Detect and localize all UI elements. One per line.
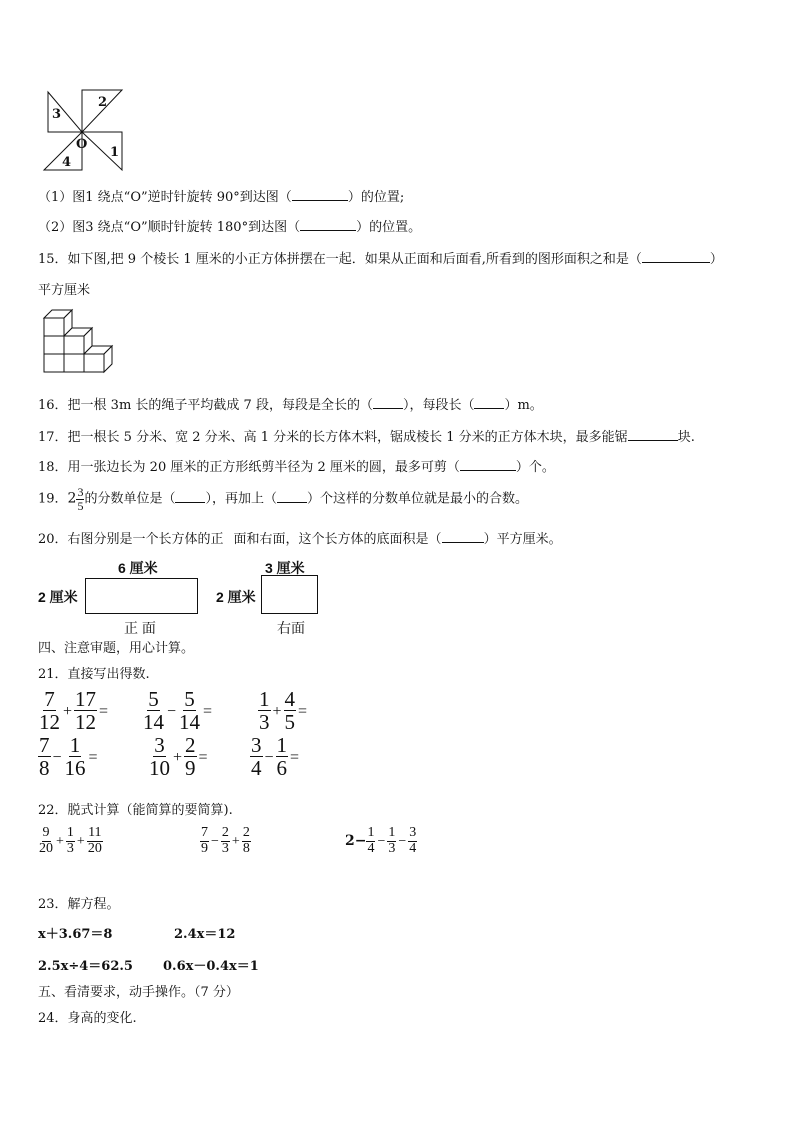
denominator: 14	[179, 710, 201, 735]
fraction	[64, 734, 87, 779]
q15-text: 15．如下图,把 9 个棱长 1 厘米的小正方体拼摆在一起．如果从正面和后面看,所看到的图形面积之和是（ ）	[38, 252, 723, 267]
fraction	[276, 734, 289, 779]
numerator: 5	[148, 687, 159, 711]
numerator: 7	[39, 733, 50, 757]
equation-3: 2.5x÷4＝62.5	[38, 959, 133, 974]
pinwheel-label-2: 2	[98, 95, 108, 110]
fraction	[178, 688, 201, 733]
front-face-rect	[85, 578, 198, 614]
front-height-label: 2 厘米	[38, 589, 78, 605]
fraction	[184, 734, 197, 779]
answer-blank[interactable]	[442, 530, 484, 543]
answer-blank[interactable]	[300, 218, 356, 231]
right-width-label: 3 厘米	[265, 560, 305, 576]
q19-text: 19．2 $\frac{3}{5}$ 的分数单位是（ ），再加上（ ）个这样的分数单位就是最小的合数。	[38, 485, 529, 513]
answer-blank[interactable]	[642, 250, 710, 263]
numerator: 7	[44, 687, 55, 711]
pinwheel-center-o: O	[76, 137, 88, 152]
q24-title: 24．身高的变化.	[38, 1011, 137, 1026]
q21-title: 21．直接写出得数.	[38, 667, 150, 682]
operator: =	[203, 703, 213, 721]
q21-expression	[148, 734, 210, 779]
fraction	[38, 688, 61, 733]
q20-text: 20．右图分别是一个长方体的正 面和右面，这个长方体的底面积是（ ）平方厘米。	[38, 532, 562, 547]
answer-blank[interactable]	[373, 396, 403, 409]
right-height-label: 2 厘米	[216, 589, 256, 605]
answer-blank[interactable]	[292, 188, 348, 201]
q15-unit: 平方厘米	[38, 283, 91, 298]
q21-expression	[38, 734, 100, 779]
q16-text: 16．把一根 3m 长的绳子平均截成 7 段，每段是全长的（ ），每段长（ ）m。	[38, 398, 543, 413]
q22-expr-1: $\frac{9}{20}$ + $\frac{1}{3}$ + $\frac{11}{20}$	[39, 825, 102, 856]
cube-stack-figure	[40, 306, 116, 380]
denominator: 14	[143, 710, 164, 735]
q21-expression	[142, 688, 214, 733]
denominator: 8	[39, 756, 50, 781]
denominator: 6	[276, 756, 288, 781]
numerator: 5	[184, 687, 195, 711]
front-caption: 正 面	[124, 620, 156, 636]
pinwheel-figure	[40, 86, 130, 172]
q21-expression	[258, 688, 309, 733]
numerator: 1	[69, 733, 81, 757]
numerator: 1	[259, 687, 270, 711]
operator: =	[290, 749, 300, 767]
fraction	[38, 734, 51, 779]
section-5-heading: 五、看清要求，动手操作。（7 分）	[38, 985, 239, 1000]
denominator: 5	[284, 710, 296, 735]
q14-sub1: （1）图1 绕点“O”逆时针旋转 90°到达图（ ）的位置;	[38, 190, 405, 205]
q18-text: 18．用一张边长为 20 厘米的正方形纸剪半径为 2 厘米的圆，最多可剪（ ）个。	[38, 460, 555, 475]
right-face-rect	[261, 575, 318, 614]
fraction	[142, 688, 165, 733]
equation-1: x＋3.67＝8	[38, 927, 113, 942]
numerator: 2	[185, 733, 196, 757]
q23-title: 23．解方程。	[38, 897, 120, 912]
q21-expression	[38, 688, 110, 733]
q17-text: 17．把一根长 5 分米、宽 2 分米、高 1 分米的长方体木料，锯成棱长 1 分米的正方体木块，最多能锯 块.	[38, 430, 695, 445]
answer-blank[interactable]	[474, 396, 504, 409]
q22-expr-3: 2− $\frac{1}{4}$ − $\frac{1}{3}$ − $\frac{3}{4}$	[345, 825, 417, 856]
right-caption: 右面	[277, 620, 305, 636]
pinwheel-label-4: 4	[62, 155, 72, 170]
denominator: 10	[149, 756, 170, 781]
equation-4: 0.6x－0.4x＝1	[163, 959, 259, 974]
numerator: 17	[75, 687, 97, 711]
denominator: 12	[39, 710, 60, 735]
operator: −	[264, 749, 274, 767]
denominator: 12	[75, 710, 97, 735]
operator: +	[173, 749, 183, 767]
operator: =	[88, 749, 98, 767]
numerator: 3	[251, 733, 262, 757]
front-width-label: 6 厘米	[118, 560, 158, 576]
answer-blank[interactable]	[277, 490, 307, 503]
fraction	[258, 688, 271, 733]
q22-expr-2: $\frac{7}{9}$ − $\frac{2}{3}$ + $\frac{2}{8}$	[201, 825, 250, 856]
operator: =	[198, 749, 208, 767]
denominator: 9	[185, 756, 196, 781]
fraction	[284, 688, 297, 733]
answer-blank[interactable]	[175, 490, 205, 503]
answer-blank[interactable]	[628, 428, 678, 441]
operator: +	[63, 703, 73, 721]
operator: +	[272, 703, 282, 721]
operator: =	[99, 703, 109, 721]
numerator: 3	[154, 733, 165, 757]
denominator: 4	[251, 756, 262, 781]
numerator: 1	[276, 733, 288, 757]
q22-title: 22．脱式计算（能简算的要简算).	[38, 803, 233, 818]
operator: −	[167, 703, 177, 721]
section-4-heading: 四、注意审题，用心计算。	[38, 641, 195, 656]
denominator: 16	[64, 756, 86, 781]
q21-expressions	[38, 687, 358, 781]
equation-2: 2.4x＝12	[174, 927, 236, 942]
operator: −	[52, 749, 62, 767]
q21-expression	[250, 734, 301, 779]
answer-blank[interactable]	[460, 458, 516, 471]
pinwheel-label-3: 3	[52, 107, 62, 122]
operator: =	[298, 703, 308, 721]
fraction	[250, 734, 263, 779]
mixed-fraction: $\frac{3}{5}$	[77, 485, 84, 513]
numerator: 4	[284, 687, 296, 711]
pinwheel-label-1: 1	[110, 145, 120, 160]
fraction	[74, 688, 97, 733]
fraction	[148, 734, 171, 779]
q14-sub2: （2）图3 绕点“O”顺时针旋转 180°到达图（ ）的位置。	[38, 220, 422, 235]
denominator: 3	[259, 710, 270, 735]
